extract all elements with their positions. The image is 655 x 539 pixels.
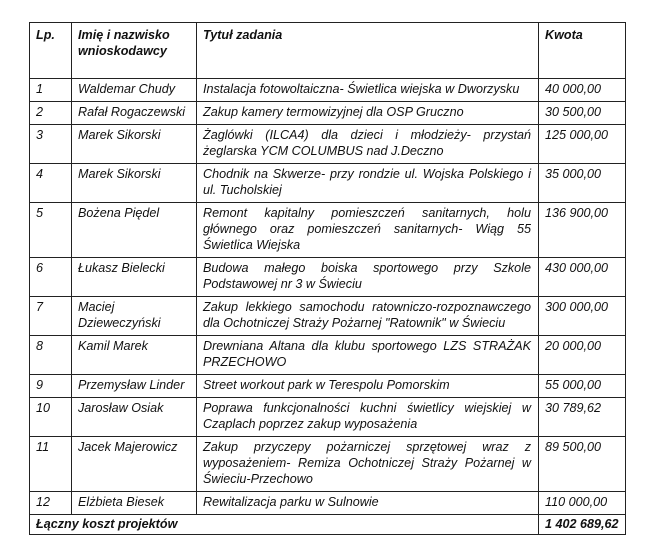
row-applicant-name-cell: Jarosław Osiak	[72, 398, 197, 437]
total-row	[30, 515, 626, 535]
row-applicant-name-cell: Łukasz Bielecki	[72, 258, 197, 297]
row-applicant-name-cell: Waldemar Chudy	[72, 79, 197, 102]
row-task-title-cell: Street workout park w Terespolu Pomorskim	[197, 375, 539, 398]
row-task-title-cell: Drewniana Altana dla klubu sportowego LZS STRAŻAK PRZECHOWO	[197, 336, 539, 375]
row-lp-cell: 1	[30, 79, 72, 102]
row-amount-cell: 136 900,00	[539, 203, 626, 258]
row-amount-cell: 35 000,00	[539, 164, 626, 203]
row-applicant-name-cell: Rafał Rogaczewski	[72, 102, 197, 125]
table-header	[30, 23, 626, 79]
table-row	[30, 164, 626, 203]
row-task-title-cell: Chodnik na Skwerze- przy rondzie ul. Wojska Polskiego i ul. Tucholskiej	[197, 164, 539, 203]
row-applicant-name-cell: Jacek Majerowicz	[72, 437, 197, 492]
row-amount-cell: 30 789,62	[539, 398, 626, 437]
row-amount-cell: 20 000,00	[539, 336, 626, 375]
row-applicant-name-cell: Marek Sikorski	[72, 164, 197, 203]
table-row	[30, 297, 626, 336]
row-applicant-name-cell: Marek Sikorski	[72, 125, 197, 164]
row-amount-cell: 40 000,00	[539, 79, 626, 102]
row-lp-cell: 6	[30, 258, 72, 297]
row-amount-cell: 55 000,00	[539, 375, 626, 398]
row-lp-cell: 3	[30, 125, 72, 164]
row-applicant-name-cell: Bożena Piędel	[72, 203, 197, 258]
header-lp: Lp.	[30, 23, 72, 79]
row-lp-cell: 7	[30, 297, 72, 336]
total-amount: 1 402 689,62	[539, 515, 626, 535]
row-amount-cell: 30 500,00	[539, 102, 626, 125]
row-applicant-name-cell: Maciej Dzieweczyński	[72, 297, 197, 336]
row-applicant-name-cell: Elżbieta Biesek	[72, 492, 197, 515]
row-amount-cell: 300 000,00	[539, 297, 626, 336]
table-row	[30, 336, 626, 375]
row-task-title-cell: Rewitalizacja parku w Sulnowie	[197, 492, 539, 515]
header-task-title: Tytuł zadania	[197, 23, 539, 79]
row-applicant-name-cell: Przemysław Linder	[72, 375, 197, 398]
projects-table	[29, 22, 626, 535]
row-lp-cell: 10	[30, 398, 72, 437]
table-row	[30, 258, 626, 297]
table-row	[30, 492, 626, 515]
row-task-title-cell: Poprawa funkcjonalności kuchni świetlicy wiejskiej w Czaplach poprzez zakup wyposażenia	[197, 398, 539, 437]
total-label: Łączny koszt projektów	[30, 515, 539, 535]
row-amount-cell: 89 500,00	[539, 437, 626, 492]
table-row	[30, 125, 626, 164]
projects-table-container	[29, 22, 625, 535]
row-amount-cell: 430 000,00	[539, 258, 626, 297]
table-footer	[30, 515, 626, 535]
row-task-title-cell: Remont kapitalny pomieszczeń sanitarnych, holu głównego oraz pomieszczeń sanitarnych- Wiąg 55 Świetlica Wiejska	[197, 203, 539, 258]
row-lp-cell: 12	[30, 492, 72, 515]
row-lp-cell: 2	[30, 102, 72, 125]
row-amount-cell: 110 000,00	[539, 492, 626, 515]
table-row	[30, 203, 626, 258]
table-row	[30, 437, 626, 492]
header-row	[30, 23, 626, 79]
header-amount: Kwota	[539, 23, 626, 79]
row-lp-cell: 4	[30, 164, 72, 203]
row-lp-cell: 8	[30, 336, 72, 375]
table-body	[30, 79, 626, 515]
row-task-title-cell: Zakup kamery termowizyjnej dla OSP Gruczno	[197, 102, 539, 125]
header-applicant-name: Imię i nazwisko wnioskodawcy	[72, 23, 197, 79]
row-amount-cell: 125 000,00	[539, 125, 626, 164]
row-task-title-cell: Budowa małego boiska sportowego przy Szkole Podstawowej nr 3 w Świeciu	[197, 258, 539, 297]
row-task-title-cell: Żaglówki (ILCA4) dla dzieci i młodzieży- przystań żeglarska YCM COLUMBUS nad J.Deczno	[197, 125, 539, 164]
table-row	[30, 79, 626, 102]
row-task-title-cell: Zakup przyczepy pożarniczej sprzętowej wraz z wyposażeniem- Remiza Ochotniczej Straży Pożarnej w Świeciu-Przechowo	[197, 437, 539, 492]
table-row	[30, 375, 626, 398]
table-row	[30, 102, 626, 125]
row-applicant-name-cell: Kamil Marek	[72, 336, 197, 375]
row-lp-cell: 5	[30, 203, 72, 258]
row-task-title-cell: Zakup lekkiego samochodu ratowniczo-rozpoznawczego dla Ochotniczej Straży Pożarnej "Ratownik" w Świeciu	[197, 297, 539, 336]
row-task-title-cell: Instalacja fotowoltaiczna- Świetlica wiejska w Dworzysku	[197, 79, 539, 102]
table-row	[30, 398, 626, 437]
row-lp-cell: 11	[30, 437, 72, 492]
row-lp-cell: 9	[30, 375, 72, 398]
